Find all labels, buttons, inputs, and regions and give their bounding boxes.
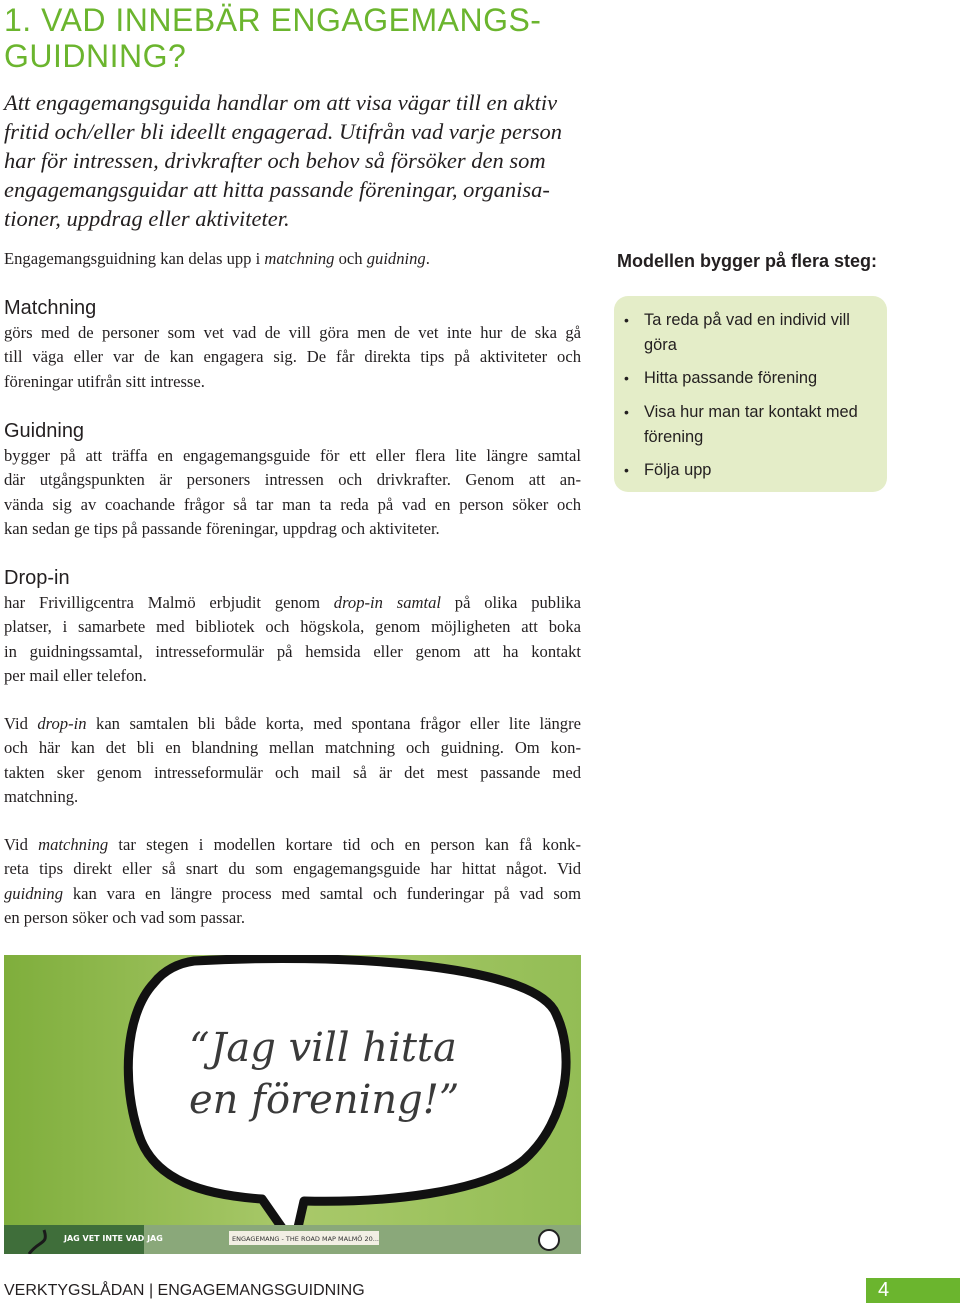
bullet-icon: • bbox=[624, 462, 629, 478]
section-heading: Guidning bbox=[4, 420, 85, 442]
intro-line: fritid och/eller bli ideellt engagerad. Utifrån vad varje person bbox=[4, 119, 563, 144]
section-dropin bbox=[4, 565, 581, 689]
intro-line: har för intressen, drivkrafter och behov så försöker den som bbox=[4, 148, 546, 173]
quote-line-2: en förening!” bbox=[189, 1077, 460, 1123]
sign-text: JAG VET INTE VAD JAG bbox=[64, 1234, 163, 1243]
paragraph-line: bygger på att träffa en engagemangsguide för ett eller flera lite längre samtal bbox=[4, 446, 581, 465]
paragraph-line: Vid matchning tar stegen i modellen kortare tid och en person kan få konk- bbox=[4, 835, 581, 854]
bullet-icon: • bbox=[624, 312, 629, 328]
list-item: • Visa hur man tar kontakt med förening bbox=[624, 400, 879, 449]
paragraph-line: föreningar utifrån sitt intresse. bbox=[4, 371, 205, 391]
page-title bbox=[4, 2, 604, 74]
paragraph-line: guidning kan vara en längre process med samtal och funderingar på vad som bbox=[4, 883, 581, 903]
model-steps-box bbox=[614, 296, 887, 492]
quote-line-1: “Jag vill hitta bbox=[189, 1025, 457, 1071]
paragraph-line: kan sedan ge tips på passande föreningar, uppdrag och aktiviteter. bbox=[4, 519, 440, 539]
paragraph-line: per mail eller telefon. bbox=[4, 666, 147, 686]
paragraph-line: in guidningssamtal, intresseformulär på hemsida eller genom att ha kontakt bbox=[4, 641, 581, 661]
model-box-title: Modellen bygger på flera steg: bbox=[617, 251, 878, 271]
footer-title: VERKTYGSLÅDAN | ENGAGEMANGSGUIDNING bbox=[4, 1282, 365, 1299]
intro-line: tioner, uppdrag eller aktiviteter. bbox=[4, 206, 290, 231]
list-item: • Ta reda på vad en individ vill göra bbox=[624, 308, 879, 357]
section-heading: Matchning bbox=[4, 297, 97, 319]
section-heading: Drop-in bbox=[4, 567, 70, 589]
page-title-line-1: 1. VAD INNEBÄR ENGAGEMANGS- bbox=[4, 2, 542, 38]
intro-line: engagemangsguidar att hitta passande föreningar, organisa- bbox=[4, 177, 550, 202]
paragraph-line: och här kan det bli en blandning mellan matchning och guidning. Om kon- bbox=[4, 738, 581, 758]
speech-bubble-photo bbox=[4, 955, 581, 1254]
split-sentence: Engagemangsguidning kan delas upp i matchning och guidning. bbox=[4, 249, 430, 268]
term-matchning: matchning bbox=[264, 249, 335, 268]
paragraph-line: platser, i samarbete med bibliotek och högskola, genom möjligheten att boka bbox=[4, 617, 581, 637]
bullet-icon: • bbox=[624, 404, 629, 420]
paragraph-line: Vid drop-in kan samtalen bli både korta, med spontana frågor eller lite längre bbox=[4, 714, 581, 733]
paragraph-line: takten sker genom intresseformulär och mail så är det mest passande med bbox=[4, 762, 581, 782]
photo-illustration bbox=[4, 955, 581, 1254]
page-number: 4 bbox=[878, 1279, 890, 1301]
paragraph-line: vända sig av coachande frågor så tar man ta reda på vad en person söker och bbox=[4, 494, 581, 514]
section-guidning bbox=[4, 418, 581, 542]
paragraph-dropin bbox=[4, 712, 581, 810]
paragraph-line: matchning. bbox=[4, 787, 79, 807]
term-guidning: guidning bbox=[366, 249, 426, 268]
sticker-icon bbox=[539, 1230, 559, 1250]
paragraph-matchning bbox=[4, 833, 581, 931]
paragraph-line: görs med de personer som vet vad de vill göra men de vet inte hur de ska gå bbox=[4, 323, 581, 342]
intro-line: Att engagemangsguida handlar om att visa vägar till en aktiv bbox=[4, 90, 558, 115]
page-number-badge bbox=[866, 1278, 960, 1303]
intro-paragraph bbox=[4, 88, 594, 233]
paragraph-line: till väga eller var de kan engagera sig. De får direkta tips på aktiviteter och bbox=[4, 347, 581, 367]
paragraph-line: har Frivilligcentra Malmö erbjudit genom drop-in samtal på olika publika bbox=[4, 593, 581, 612]
page-title-line-2: GUIDNING? bbox=[4, 38, 187, 74]
list-item: • Följa upp bbox=[624, 458, 879, 483]
paragraph-line: där utgångspunkten är personers intressen och drivkrafter. Genom att an- bbox=[4, 470, 581, 490]
paragraph-line: reta tips direkt eller så snart du som engagemangsguide har hittat något. Vid bbox=[4, 859, 581, 879]
section-matchning bbox=[4, 295, 581, 394]
list-item: • Hitta passande förening bbox=[624, 366, 879, 391]
paragraph-line: en person söker och vad som passar. bbox=[4, 908, 246, 928]
bullet-icon: • bbox=[624, 370, 629, 386]
banner-text: ENGAGEMANG - THE ROAD MAP MALMÖ 20... bbox=[232, 1235, 379, 1243]
